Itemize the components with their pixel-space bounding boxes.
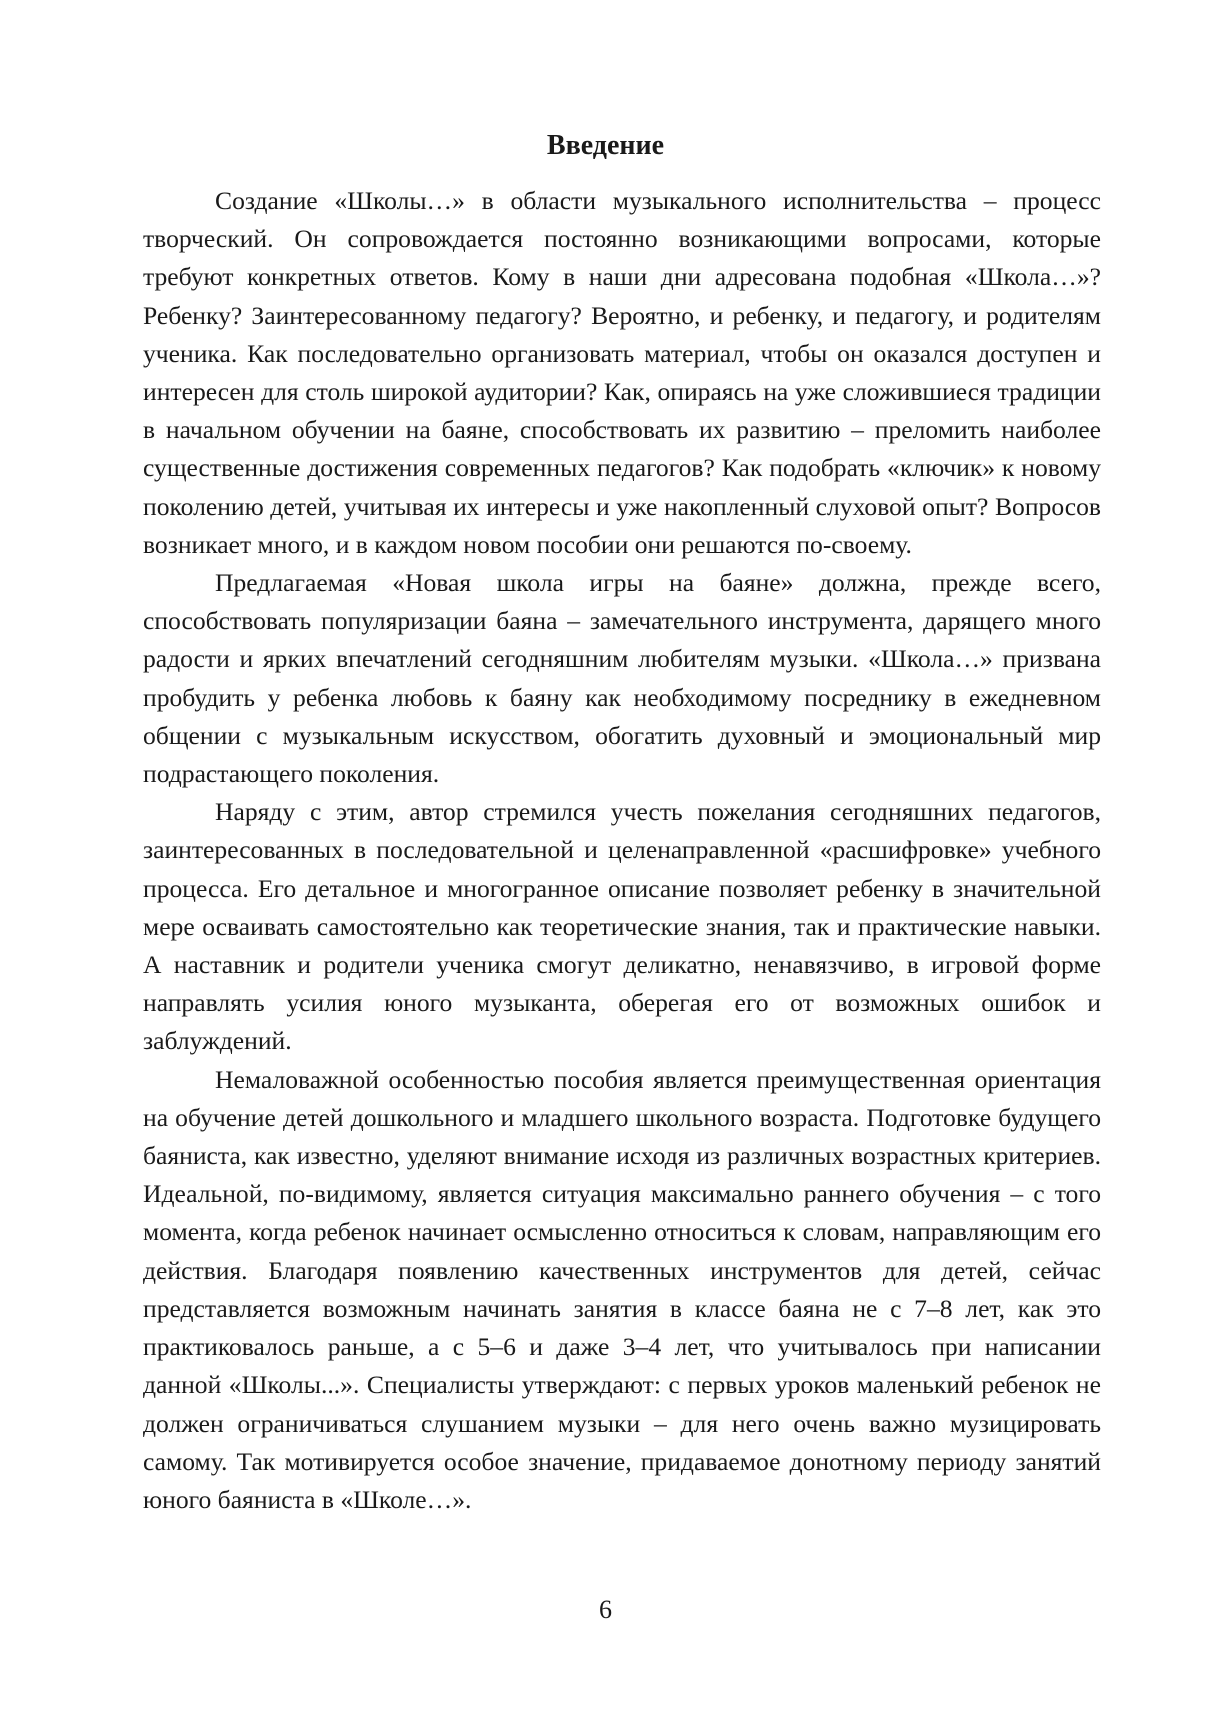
paragraph: Немаловажной особенностью пособия является преимущественная ориентация на обучение детей дошкольного и младшего школьного возраста. Подготовке будущего баяниста, как известно, уделяют внимание исходя из различных возрастных критериев. Идеальной, по-видимому, является ситуация максимально раннего обучения – с того момента, когда ребенок начинает осмысленно относиться к словам, направляющим его действия. Благодаря появлению качественных инструментов для детей, сейчас представляется возможным начинать занятия в классе баяна не с 7–8 лет, как это практиковалось раньше, а с 5–6 и даже 3–4 лет, что учитывалось при написании данной «Школы...». Специалисты утверждают: с первых уроков маленький ребенок не должен ограничиваться слушанием музыки – для него очень важно музицировать самому. Так мотивируется особое значение, придаваемое донотному периоду занятий юного баяниста в «Школе…». <box>143 1064 1101 1514</box>
paragraph: Создание «Школы…» в области музыкального исполнительства – процесс творческий. Он сопровождается постоянно возникающими вопросами, которые требуют конкретных ответов. Кому в наши дни адресована подобная «Школа…»? Ребенку? Заинтересованному педагогу? Вероятно, и ребенку, и педагогу, и родителям ученика. Как последовательно организовать материал, чтобы он оказался доступен и интересен для столь широкой аудитории? Как, опираясь на уже сложившиеся традиции в начальном обучении на баяне, способствовать их развитию – преломить наиболее существенные достижения современных педагогов? Как подобрать «ключик» к новому поколению детей, учитывая их интересы и уже накопленный слуховой опыт? Вопросов возникает много, и в каждом новом пособии они решаются по-своему. <box>143 186 1101 559</box>
body-text <box>143 182 1101 1519</box>
page-number: 6 <box>599 1595 612 1624</box>
page-title: Введение <box>546 130 665 161</box>
paragraph: Наряду с этим, автор стремился учесть пожелания сегодняшних педагогов, заинтересованных в последовательной и целенаправленной «расшифровке» учебного процесса. Его детальное и многогранное описание позволяет ребенку в значительной мере осваивать самостоятельно как теоретические знания, так и практические навыки. А наставник и родители ученика смогут деликатно, ненавязчиво, в игровой форме направлять усилия юного музыканта, оберегая его от возможных ошибок и заблуждений. <box>143 797 1101 1056</box>
paragraph: Предлагаемая «Новая школа игры на баяне» должна, прежде всего, способствовать популяризации баяна – замечательного инструмента, дарящего много радости и ярких впечатлений сегодняшним любителям музыки. «Школа…» призвана пробудить у ребенка любовь к баяну как необходимому посреднику в ежедневном общении с музыкальным искусством, обогатить духовный и эмоциональный мир подрастающего поколения. <box>143 568 1101 789</box>
